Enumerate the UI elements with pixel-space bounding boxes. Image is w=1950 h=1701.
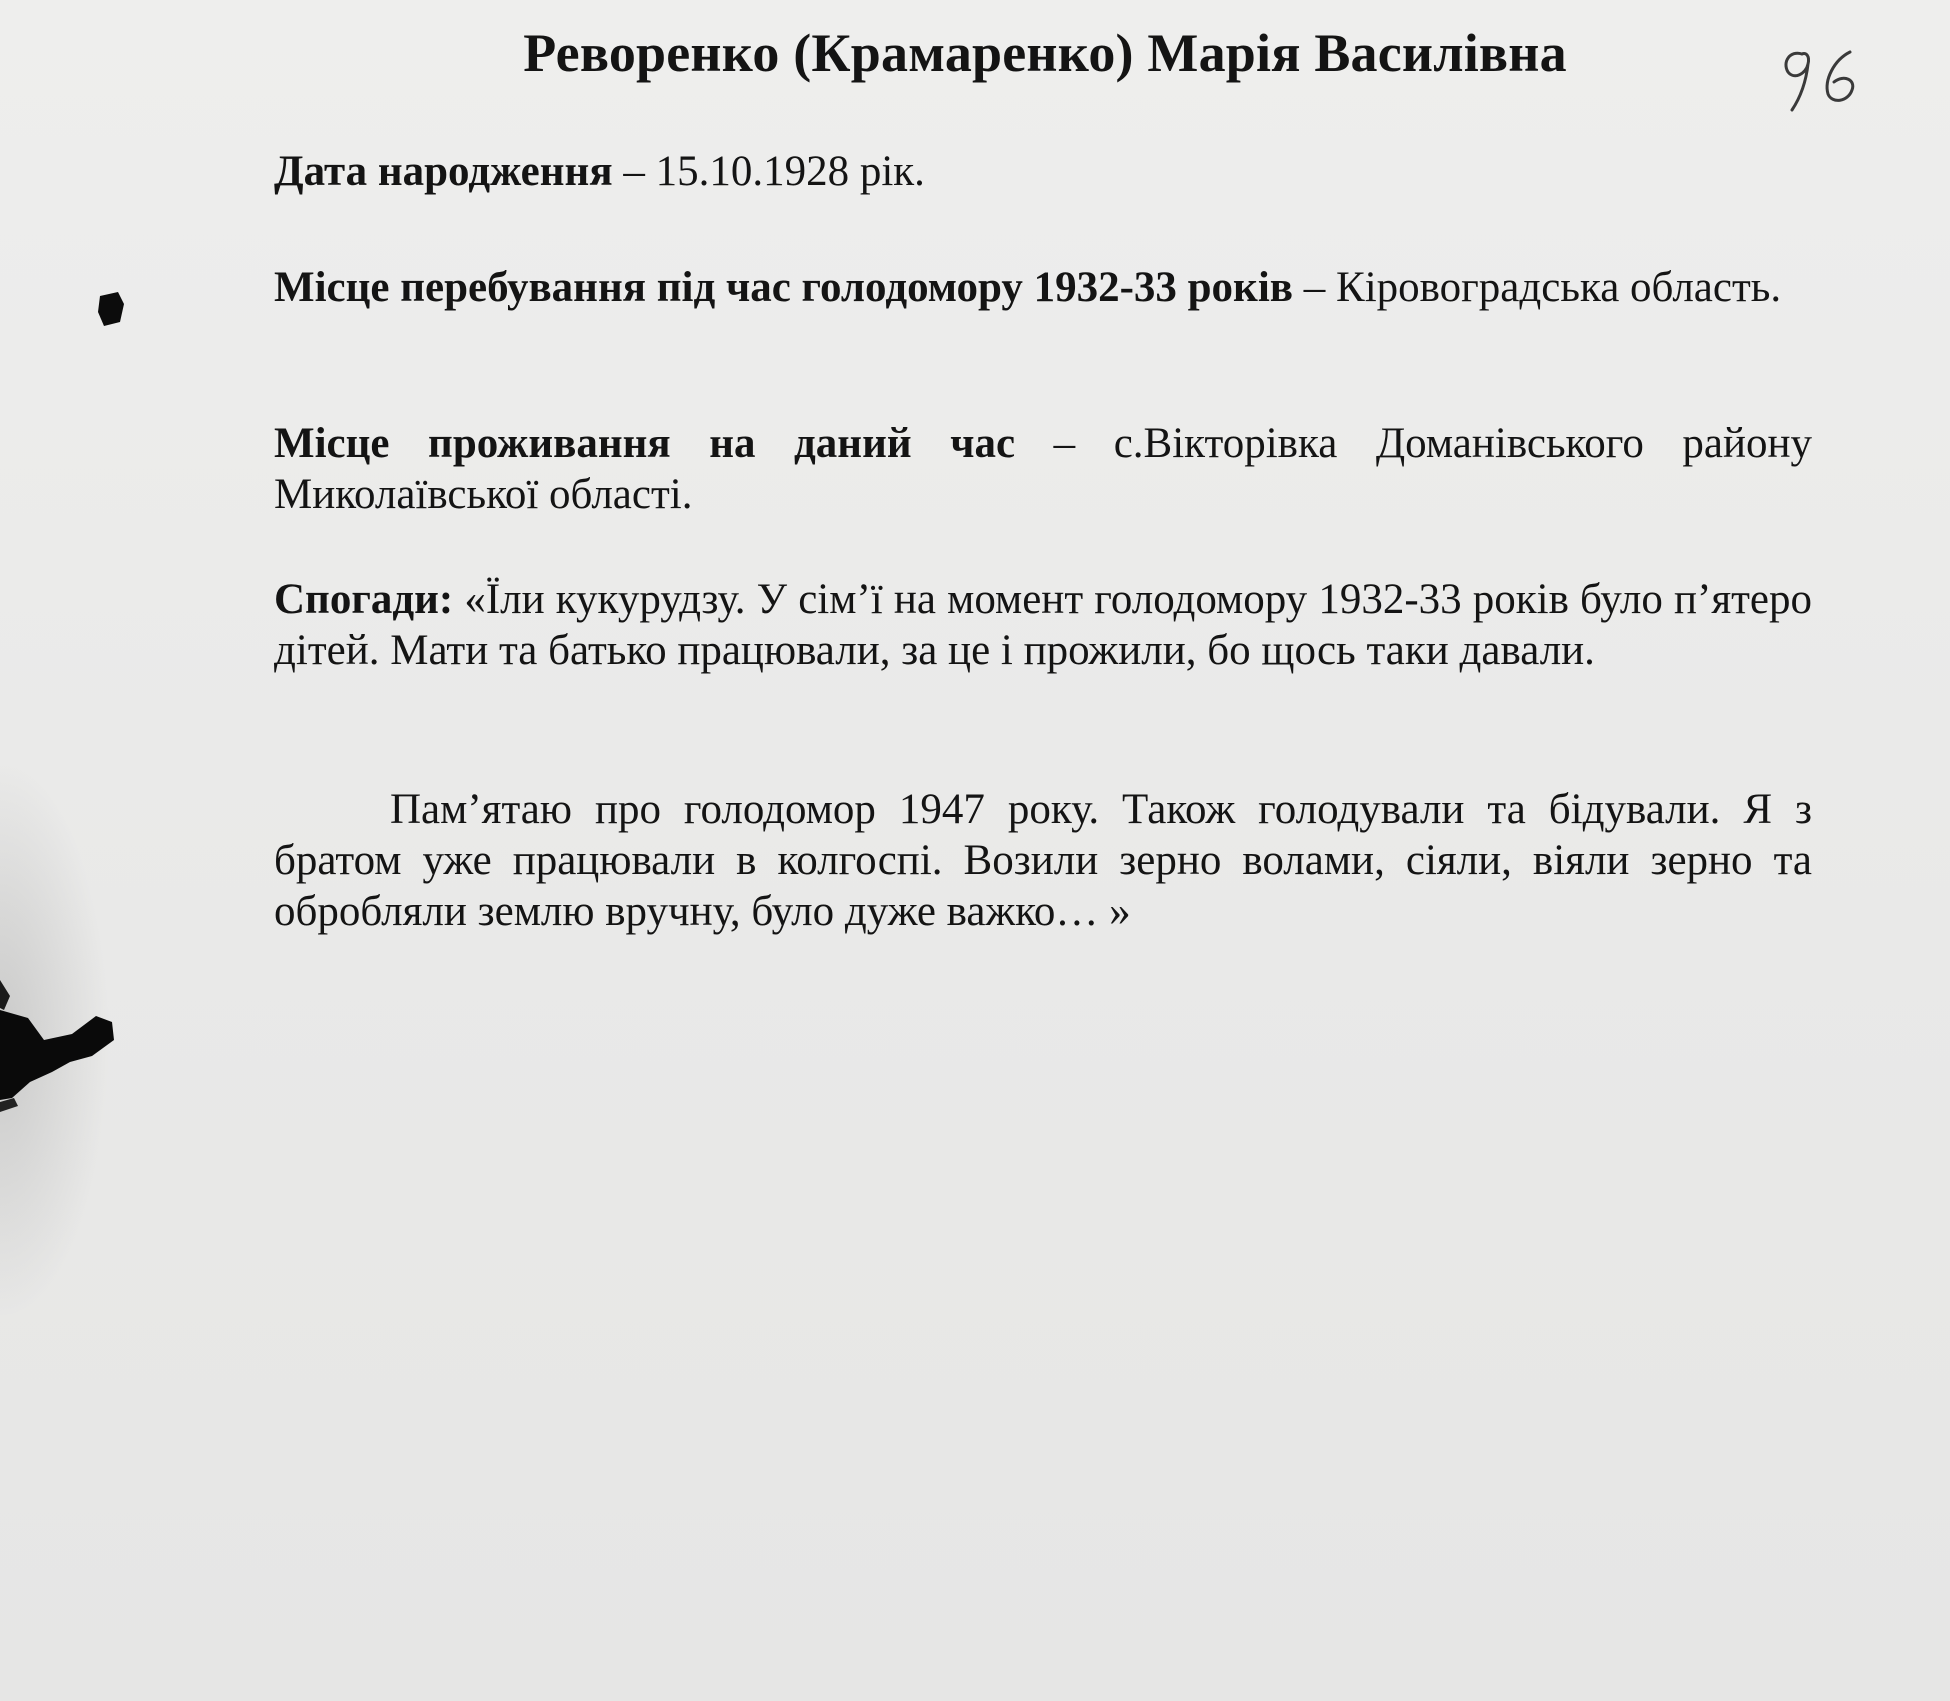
famine-location-label: Місце перебування під час голодомору 1932-33 років [274,264,1294,311]
birth-date-dash: – [612,148,656,195]
document-title: Реворенко (Крамаренко) Марія Василівна [523,23,1567,83]
hole-punch-mark [98,292,124,326]
handwritten-page-number [1772,40,1882,120]
birth-date-paragraph [274,146,1812,197]
memories-text: «Їли кукурудзу. У сім’ї на момент голодомору 1932-33 років було п’ятеро дітей. Мати та батько працювали, за це і прожили, бо щось таки давали. [274,576,1812,674]
famine-location-dash: – [1293,264,1337,311]
famine-location-value: Кіровоградська область. [1336,264,1782,311]
birth-date-label: Дата народження [274,148,613,195]
current-residence-paragraph [274,418,1812,520]
memories-paragraph-2: Пам’ятаю про голодомор 1947 року. Також голодували та бідували. Я з братом уже працювали в колгоспі. Возили зерно волами, сіяли, віяли зерно та обробляли землю вручну, було дуже важко… » [274,786,1812,935]
current-residence-value: с.Вікторівка Доманівського району Миколаївської області. [274,420,1813,518]
famine-location-paragraph [274,262,1812,313]
torn-edge-mark [0,1010,114,1100]
current-residence-dash: – [1015,420,1114,467]
birth-date-value: 15.10.1928 рік. [655,148,925,195]
memories-label: Спогади: [274,576,454,623]
memories-paragraph [274,574,1812,676]
current-residence-label: Місце проживання на даний час [274,420,1016,467]
